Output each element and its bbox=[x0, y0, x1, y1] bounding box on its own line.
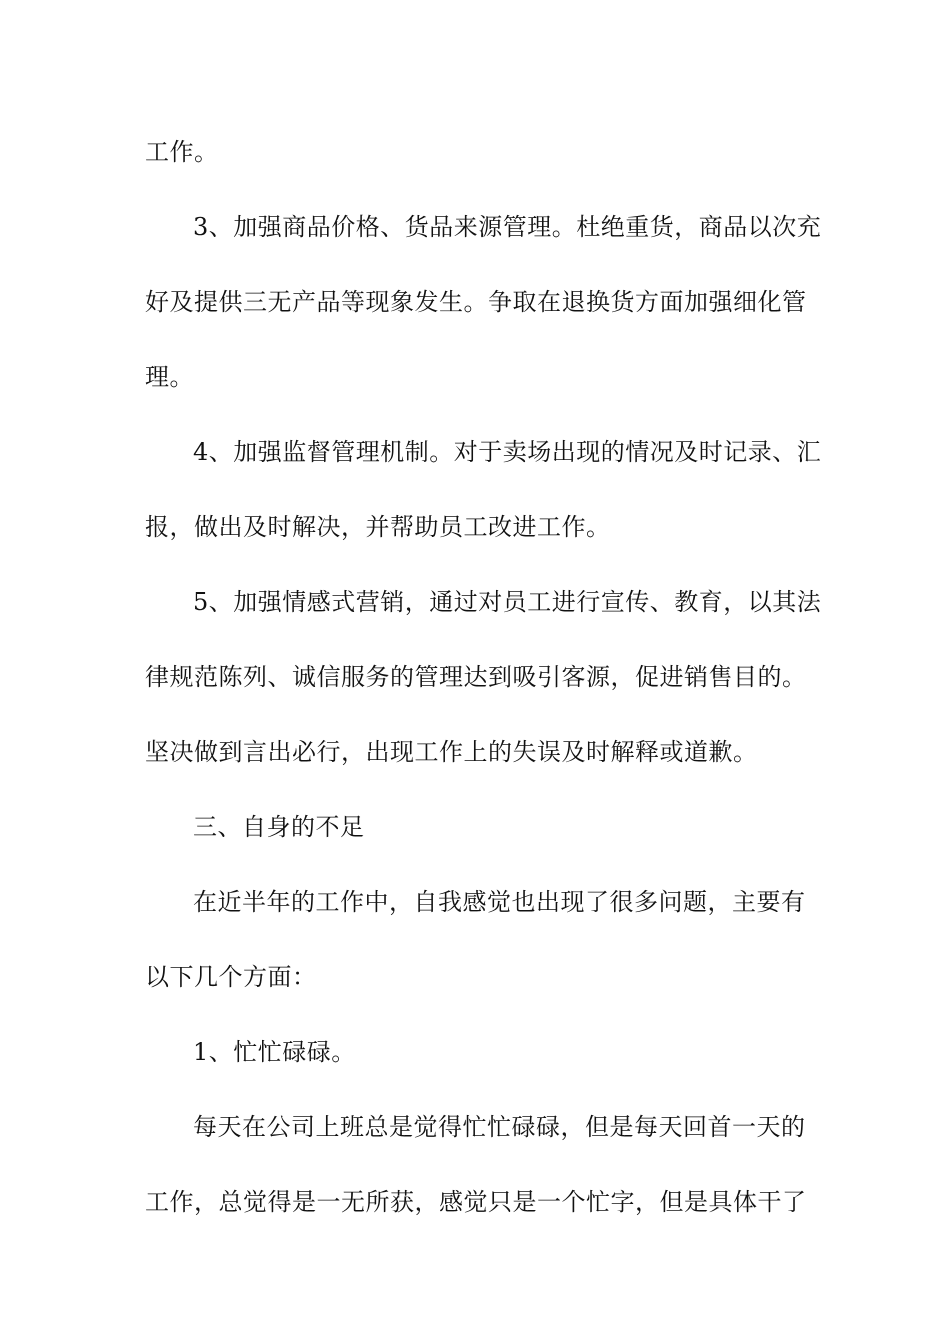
text-line: 工作。 bbox=[145, 138, 219, 166]
text-line: 坚决做到言出必行，出现工作上的失误及时解释或道歉。 bbox=[145, 738, 758, 766]
text-line: 理。 bbox=[145, 363, 194, 391]
text-line: 报，做出及时解决，并帮助员工改进工作。 bbox=[145, 513, 611, 541]
paragraph-first-line: 每天在公司上班总是觉得忙忙碌碌，但是每天回首一天的 bbox=[193, 1113, 806, 1141]
text-line: 工作，总觉得是一无所获，感觉只是一个忙字，但是具体干了 bbox=[145, 1188, 807, 1216]
paragraph-first-line: 4、加强监督管理机制。对于卖场出现的情况及时记录、汇 bbox=[193, 438, 822, 466]
paragraph-first-line: 在近半年的工作中，自我感觉也出现了很多问题，主要有 bbox=[193, 888, 806, 916]
subheading: 1、忙忙碌碌。 bbox=[193, 1038, 356, 1066]
paragraph-first-line: 3、加强商品价格、货品来源管理。杜绝重货，商品以次充 bbox=[193, 213, 822, 241]
text-line: 以下几个方面： bbox=[145, 963, 317, 991]
text-line: 律规范陈列、诚信服务的管理达到吸引客源，促进销售目的。 bbox=[145, 663, 807, 691]
paragraph-first-line: 5、加强情感式营销，通过对员工进行宣传、教育，以其法 bbox=[193, 588, 822, 616]
text-line: 好及提供三无产品等现象发生。争取在退换货方面加强细化管 bbox=[145, 288, 807, 316]
section-heading: 三、自身的不足 bbox=[193, 813, 365, 841]
